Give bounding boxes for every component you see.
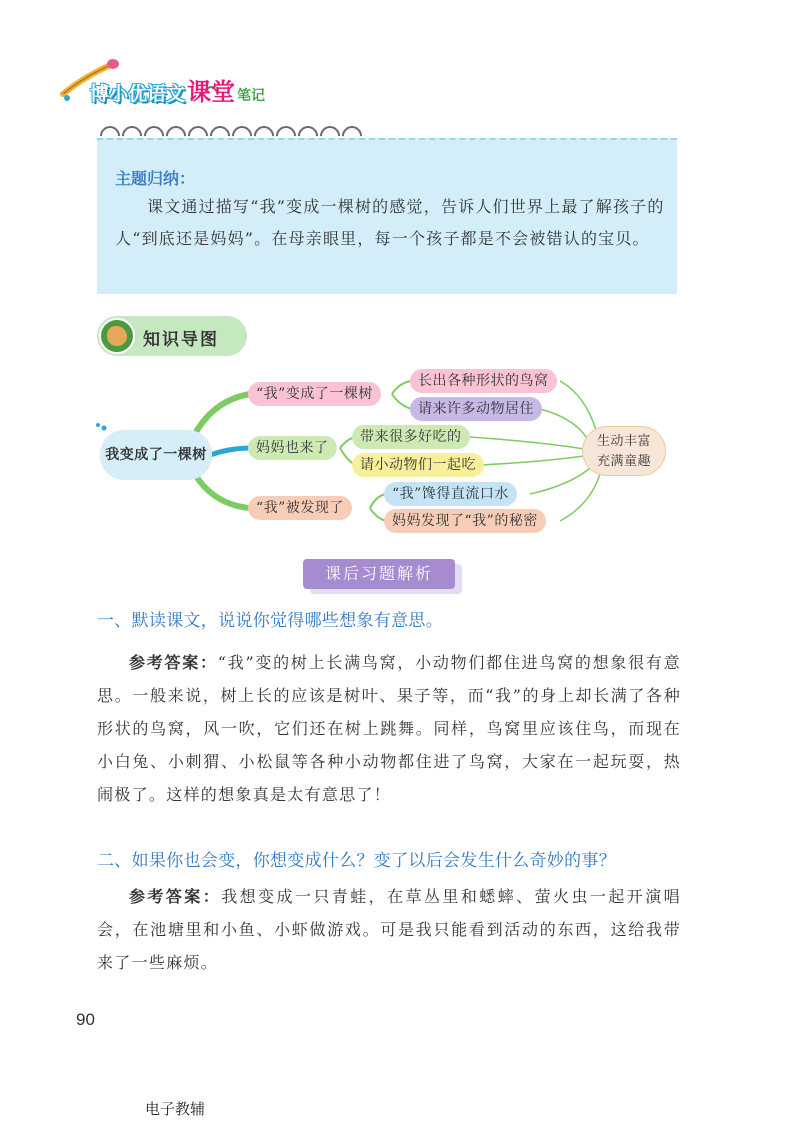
theme-text: 课文通过描写“我”变成一棵树的感觉，告诉人们世界上最了解孩子的人“到底还是妈妈”。在母亲眼里，每一个孩子都是不会被错认的宝贝。 xyxy=(115,197,665,248)
question-2: 二、如果你也会变，你想变成什么？变了以后会发生什么奇妙的事？ xyxy=(97,851,616,871)
branch-node: “我”被发现了 xyxy=(248,496,352,520)
logo-notes: 笔记 xyxy=(237,88,266,104)
leaf-node: 带来很多好吃的 xyxy=(352,425,470,449)
branch-node: 妈妈也来了 xyxy=(248,436,337,460)
knowledge-map-label: 知识导图 xyxy=(143,330,219,350)
leaf-node: 长出各种形状的鸟窝 xyxy=(410,369,557,393)
summary-line: 充满童趣 xyxy=(596,454,651,469)
leaf-node: 请来许多动物居住 xyxy=(410,397,542,421)
logo-classroom: 课堂 xyxy=(187,78,236,106)
page-number: 90 xyxy=(76,1010,95,1029)
leaf-node: 妈妈发现了“我”的秘密 xyxy=(384,509,546,533)
question-1: 一、默读课文，说说你觉得哪些想象有意思。 xyxy=(97,611,443,631)
answer-1 xyxy=(97,646,681,811)
answer-text: “我”变的树上长满鸟窝，小动物们都住进鸟窝的想象很有意思。一般来说，树上长的应该是树叶、果子等，而“我”的身上却长满了各种形状的鸟窝，风一吹，它们还在树上跳舞。同样，鸟窝里应该住鸟，而现在小白兔、小刺猬、小松鼠等各种小动物都住进了鸟窝，大家在一起玩耍，热闹极了。这样的想象真是太有意思了！ xyxy=(97,653,681,804)
answer-label: 参考答案： xyxy=(129,653,218,672)
mind-map-root: 我变成了一棵树 xyxy=(100,430,212,480)
answer-text: 我想变成一只青蛙，在草丛里和蟋蟀、萤火虫一起开演唱会，在池塘里和小鱼、小虾做游戏。可是我只能看到活动的东西，这给我带来了一些麻烦。 xyxy=(97,887,681,972)
theme-title: 主题归纳： xyxy=(115,169,196,188)
summary-line: 生动丰富 xyxy=(596,434,651,449)
footer-label: 电子教辅 xyxy=(145,1100,206,1118)
leaf-node: “我”馋得直流口水 xyxy=(384,482,517,506)
answer-label: 参考答案： xyxy=(129,887,222,906)
answer-2 xyxy=(97,880,681,979)
exercise-badge: 课后习题解析 xyxy=(303,559,455,589)
branch-node: “我”变成了一棵树 xyxy=(248,382,381,406)
mind-map-summary xyxy=(582,426,666,476)
logo-brand: 博小优语文 xyxy=(90,83,186,105)
leaf-node: 请小动物们一起吃 xyxy=(352,453,484,477)
